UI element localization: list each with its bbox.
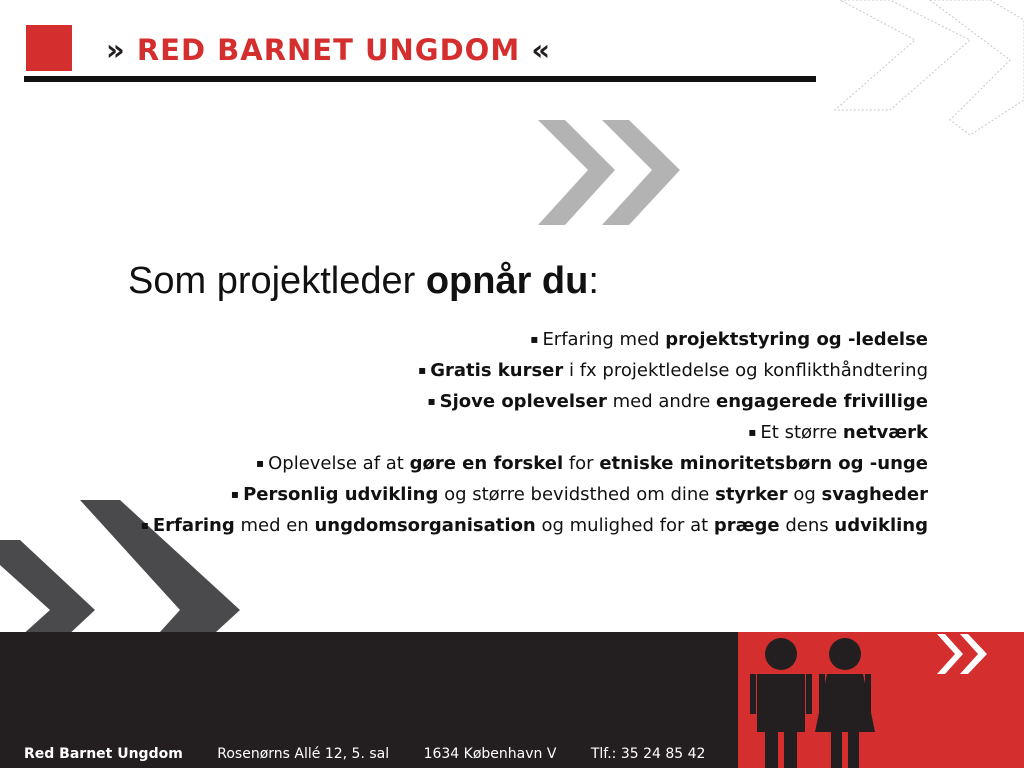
bullet-item — [128, 452, 928, 475]
slide-title — [128, 256, 599, 306]
bullet-text-bold: udvikling — [834, 515, 928, 536]
bullet-text-bold: Sjove oplevelser — [439, 391, 607, 412]
bullet-text: og større bevidsthed om dine — [438, 484, 716, 505]
bullet-square-icon: ▪ — [418, 363, 427, 377]
brand-title — [106, 30, 551, 70]
title-bold: opnår du — [425, 260, 589, 302]
chevron-right-icon: » — [106, 33, 126, 67]
bullet-text: for — [563, 453, 600, 474]
footer-city: 1634 København V — [423, 746, 557, 762]
bullet-text-bold: gøre en forskel — [409, 453, 564, 474]
bullet-text-bold: ungdomsorganisation — [314, 515, 536, 536]
bullet-square-icon: ▪ — [530, 332, 539, 346]
bullet-text: med andre — [606, 391, 717, 412]
children-figures-icon — [745, 632, 885, 768]
bullet-text-bold: projektstyring og -ledelse — [665, 329, 928, 350]
footer-contact — [24, 745, 735, 763]
logo-red-square — [26, 25, 72, 71]
bullet-text: dens — [779, 515, 835, 536]
bullet-text-bold: svagheder — [821, 484, 928, 505]
bullet-text-bold: Gratis kurser — [430, 360, 564, 381]
bullet-text-bold: etniske minoritetsbørn og -unge — [599, 453, 928, 474]
chevron-left-icon: « — [531, 33, 552, 67]
title-prefix: Som projektleder — [128, 260, 426, 302]
bullet-text: Oplevelse af at — [268, 453, 410, 474]
bullet-text-bold: Erfaring — [152, 515, 235, 536]
bullet-text-bold: engagerede frivillige — [716, 391, 928, 412]
bullet-text: med en — [234, 515, 315, 536]
bullet-text-bold: Personlig udvikling — [243, 484, 439, 505]
bullet-square-icon: ▪ — [230, 487, 240, 501]
dotted-chevron-decoration — [820, 0, 1024, 140]
bullet-square-icon: ▪ — [427, 394, 436, 408]
white-chevron-icon — [935, 632, 995, 677]
bullet-text: og — [787, 484, 822, 505]
footer-address: Rosenørns Allé 12, 5. sal — [217, 746, 390, 762]
bullet-list — [128, 328, 928, 545]
bullet-text-bold: netværk — [842, 422, 928, 443]
bullet-square-icon: ▪ — [255, 456, 265, 470]
bullet-item — [128, 390, 928, 413]
bullet-square-icon: ▪ — [140, 518, 149, 532]
header-divider — [24, 76, 816, 82]
bullet-square-icon: ▪ — [748, 425, 757, 439]
bullet-text: Et større — [760, 422, 843, 443]
bullet-item — [128, 483, 928, 506]
grey-chevrons-decoration — [530, 110, 690, 235]
title-suffix: : — [588, 260, 599, 302]
brand-name: RED BARNET UNGDOM — [136, 33, 521, 67]
footer-phone: Tlf.: 35 24 85 42 — [590, 746, 706, 762]
bullet-text-bold: præge — [713, 515, 780, 536]
bullet-text-bold: styrker — [715, 484, 788, 505]
bullet-text: og mulighed for at — [535, 515, 714, 536]
bullet-item — [128, 359, 928, 382]
bullet-text: i fx projektledelse og konflikthåndtering — [563, 360, 928, 381]
bullet-text: Erfaring med — [542, 329, 666, 350]
footer-org: Red Barnet Ungdom — [24, 746, 183, 762]
bullet-item — [128, 328, 928, 351]
bullet-item — [128, 514, 928, 537]
bullet-item — [128, 421, 928, 444]
